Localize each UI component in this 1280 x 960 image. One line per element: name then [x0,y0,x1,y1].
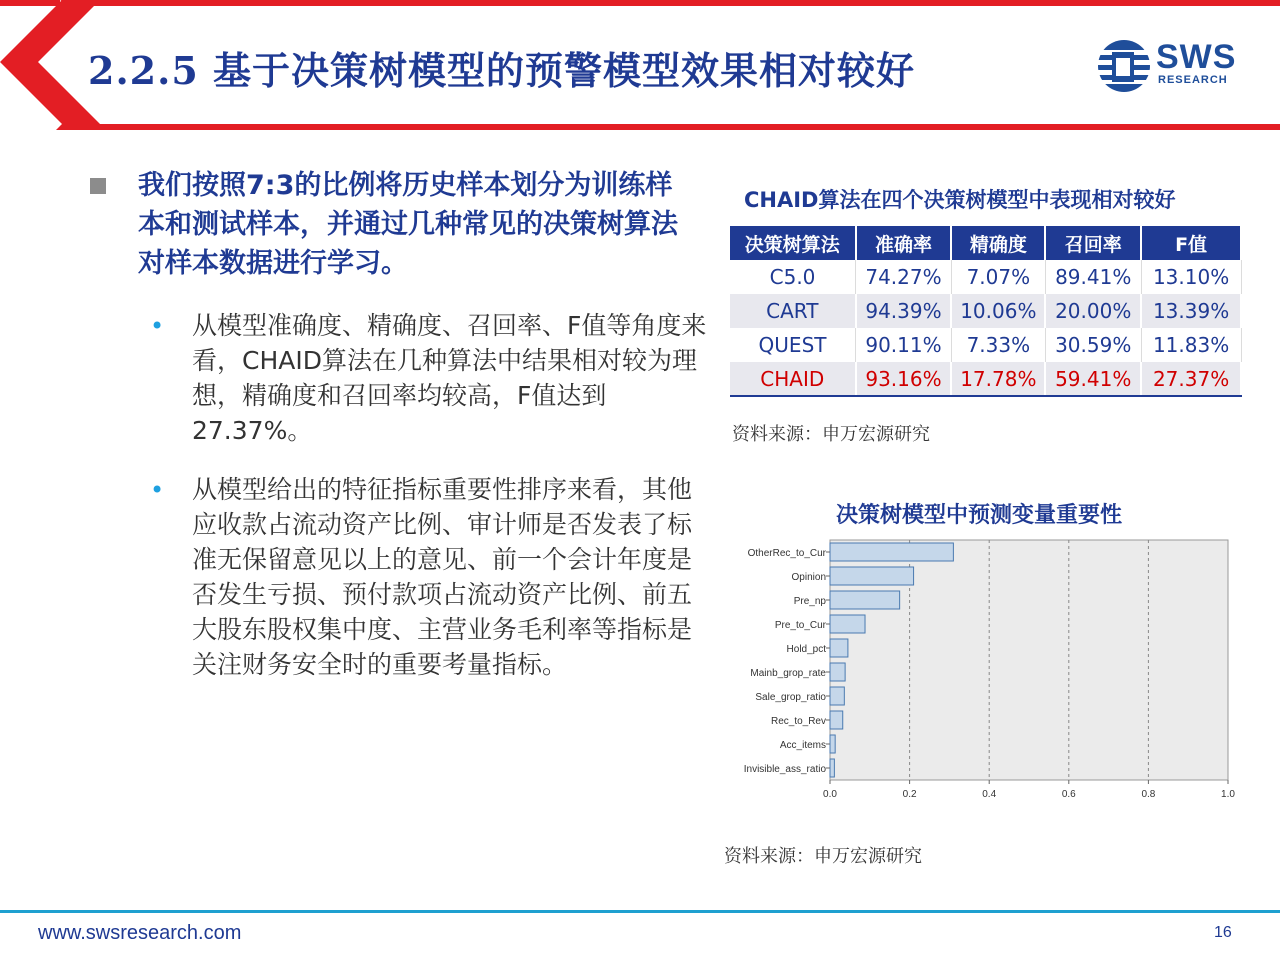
page-title: 2.2.5 基于决策树模型的预警模型效果相对较好 [88,48,916,93]
table-source: 资料来源：申万宏源研究 [732,424,930,445]
table-cell: 59.41% [1045,362,1141,396]
table-cell: 20.00% [1045,294,1141,328]
main-bullet [90,166,690,283]
sub-bullet-text: 从模型给出的特征指标重要性排序来看，其他应收款占流动资产比例、审计师是否发表了标准无保留意见以上的意见、前一个会计年度是否发生亏损、预付款项占流动资产比例、前五大股东股权集中度、主营业务毛利率等指标是关注财务安全时的重要考量指标。 [192,475,693,679]
footer-url[interactable]: www.swsresearch.com [38,922,242,944]
y-tick-label: Sale_grop_ratio [755,692,826,703]
bar [830,759,834,777]
y-tick-label: Pre_np [793,596,826,607]
y-tick-label: Invisible_ass_ratio [743,764,826,775]
square-bullet-icon [90,178,106,194]
chart-source: 资料来源：申万宏源研究 [724,846,922,867]
logo-text: SWS [1156,38,1237,76]
table-cell: 10.06% [951,294,1045,328]
sws-logo [1094,36,1254,96]
main-bullet-text: 我们按照7:3的比例将历史样本划分为训练样本和测试样本，并通过几种常见的决策树算法对样本数据进行学习。 [138,170,678,279]
bar [830,567,914,585]
sub-bullet-text: 从模型准确度、精确度、召回率、F值等角度来看，CHAID算法在几种算法中结果相对较为理想，精确度和召回率均较高，F值达到27.37%。 [192,311,707,445]
slide-header [0,0,1280,130]
sws-logo-icon [1094,36,1154,96]
x-tick-label: 0.2 [902,789,917,800]
y-tick-label: Acc_items [779,740,826,751]
x-tick-label: 0.4 [982,789,997,800]
table-cell: 93.16% [856,362,952,396]
y-tick-label: OtherRec_to_Cur [747,548,826,559]
table-cell: 13.10% [1141,260,1241,294]
table-cell: 17.78% [951,362,1045,396]
bar [830,615,865,633]
bar [830,663,845,681]
bullet-dot-icon: • [150,312,165,340]
table-cell: 30.59% [1045,328,1141,362]
bar [830,735,835,753]
y-tick-label: Pre_to_Cur [774,620,826,631]
bar [830,591,900,609]
chart-title: 决策树模型中预测变量重要性 [836,503,1123,528]
table-row [730,294,1241,328]
table-cell: 11.83% [1141,328,1241,362]
metrics-table [730,226,1242,397]
table-cell: 90.11% [856,328,952,362]
sub-bullet-list [150,308,710,706]
table-cell: 7.07% [951,260,1045,294]
table-cell: 89.41% [1045,260,1141,294]
page-number: 16 [1214,924,1232,941]
header-cell: 召回率 [1045,226,1141,260]
table-row-highlight [730,362,1241,396]
x-tick-label: 0.6 [1061,789,1076,800]
bar [830,687,844,705]
x-tick-label: 0.0 [823,789,837,800]
x-tick-label: 0.8 [1141,789,1156,800]
table-header-row [730,226,1241,260]
y-tick-label: Hold_pct [786,644,826,655]
y-tick-label: Rec_to_Rev [770,716,826,727]
header-cell: 精确度 [951,226,1045,260]
footer-divider [0,910,1280,913]
bar [830,711,843,729]
table-title: CHAID算法在四个决策树模型中表现相对较好 [744,188,1176,212]
table-cell: 7.33% [951,328,1045,362]
table-cell: 74.27% [856,260,952,294]
table-row [730,328,1241,362]
table-row [730,260,1241,294]
logo-subtext: RESEARCH [1158,74,1228,86]
bullet-dot-icon: • [150,476,165,504]
sub-bullet-item [150,472,710,682]
bar [830,639,848,657]
header-cell: 决策树算法 [730,226,856,260]
bar [830,543,953,561]
table-cell: 94.39% [856,294,952,328]
y-tick-label: Opinion [791,572,826,583]
table-cell: QUEST [730,328,856,362]
y-tick-label: Mainb_grop_rate [750,668,826,679]
table-cell: CART [730,294,856,328]
x-tick-label: 1.0 [1221,789,1235,800]
sub-bullet-item [150,308,710,448]
table-cell: C5.0 [730,260,856,294]
table-cell: 13.39% [1141,294,1241,328]
importance-chart [716,536,1256,806]
header-cell: F值 [1141,226,1241,260]
header-cell: 准确率 [856,226,952,260]
table-cell: 27.37% [1141,362,1241,396]
table-cell: CHAID [730,362,856,396]
